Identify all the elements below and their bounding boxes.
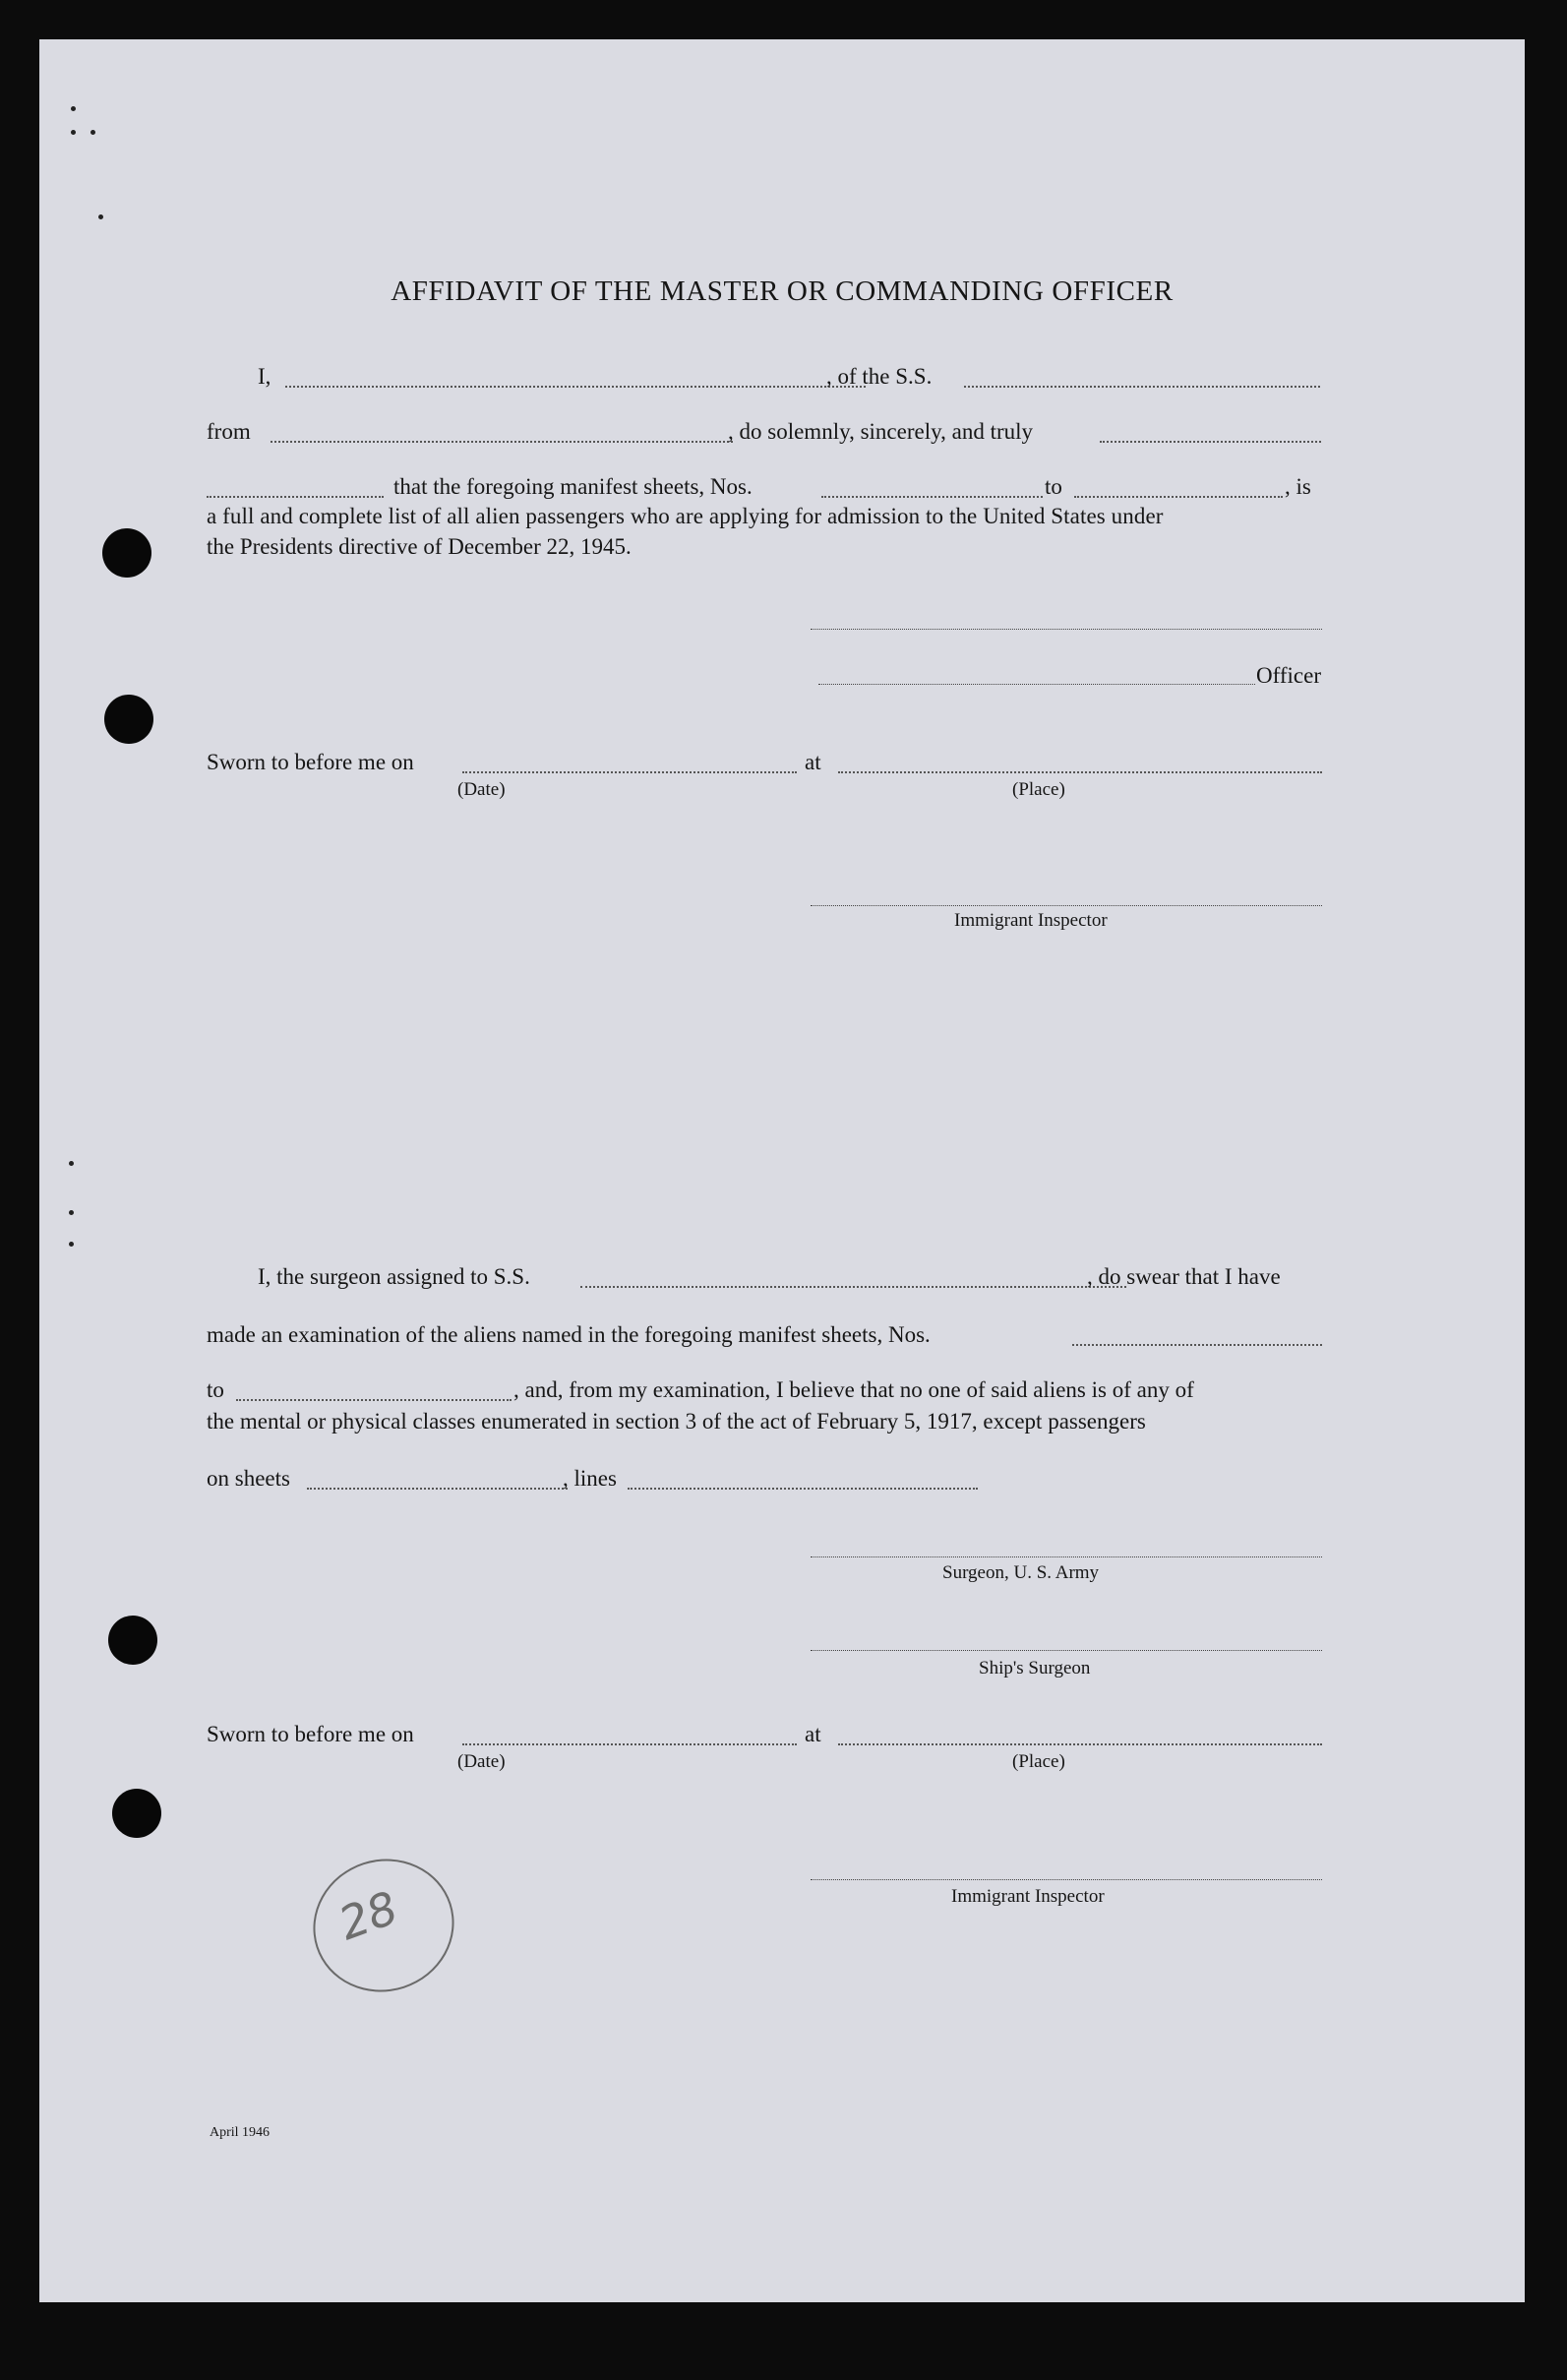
master-sworn-date-field[interactable] [462,771,797,773]
surgeon-to: to [207,1377,224,1402]
punch-hole [102,528,151,578]
surgeon-sworn-date-field[interactable] [462,1743,797,1745]
master-from: from [207,419,251,444]
punch-hole [112,1789,161,1838]
surgeon-sheet-to-field[interactable] [236,1399,512,1401]
margin-speck [71,106,76,111]
surgeon-on-sheets: on sheets [207,1466,290,1491]
officer-label: Officer [1256,663,1321,688]
master-to: to [1045,474,1062,499]
master-sworn: Sworn to before me on [207,750,414,774]
margin-speck [71,130,76,135]
surgeon-line1a: I, the surgeon assigned to S.S. [258,1264,530,1289]
surgeon-place-label: (Place) [1012,1751,1065,1772]
surgeon-inspector-line[interactable] [811,1879,1322,1880]
surgeon-sworn: Sworn to before me on [207,1722,414,1746]
surgeon-lines-field[interactable] [628,1488,978,1490]
margin-speck [69,1242,74,1247]
officer-title-line[interactable] [818,684,1255,685]
surgeon-line3-rest: , and, from my examination, I believe that no one of said aliens is of any of [513,1377,1194,1402]
army-surgeon-label: Surgeon, U. S. Army [942,1562,1100,1583]
master-inspector-line[interactable] [811,905,1322,906]
affidavit-page [39,39,1525,2302]
punch-hole [104,695,153,744]
surgeon-line4: the mental or physical classes enumerated in section 3 of the act of February 5, 1917, except passengers [207,1409,1146,1434]
surgeon-inspector-label: Immigrant Inspector [951,1886,1105,1907]
margin-speck [69,1210,74,1215]
surgeon-line2: made an examination of the aliens named in the foregoing manifest sheets, Nos. [207,1322,931,1347]
master-is: , is [1285,474,1311,499]
margin-speck [69,1161,74,1166]
footer-date: April 1946 [210,2125,271,2140]
surgeon-lines: , lines [563,1466,617,1491]
ship-surgeon-label: Ship's Surgeon [979,1658,1091,1678]
handwritten-number: 28 [331,1880,405,1951]
master-i: I, [258,364,271,389]
master-at: at [805,750,821,774]
master-signature-line[interactable] [811,629,1322,630]
surgeon-at: at [805,1722,821,1746]
master-place-label: (Place) [1012,779,1065,800]
surgeon-sheet-from-field[interactable] [1072,1344,1322,1346]
margin-speck [98,214,103,219]
master-of-ss: , of the S.S. [826,364,933,389]
army-surgeon-line[interactable] [811,1556,1322,1557]
ship-name-field[interactable] [964,386,1320,388]
surgeon-sworn-place-field[interactable] [838,1743,1322,1745]
master-line5: the Presidents directive of December 22, 1945. [207,534,632,559]
from-port-field[interactable] [271,441,733,443]
master-sworn-place-field[interactable] [838,771,1322,773]
ship-surgeon-line[interactable] [811,1650,1322,1651]
punch-hole [108,1616,157,1665]
surgeon-date-label: (Date) [457,1751,506,1772]
surgeon-ship-field[interactable] [580,1286,1126,1288]
truly-field[interactable] [1100,441,1321,443]
sheet-from-field[interactable] [821,496,1043,498]
surgeon-line1b: , do swear that I have [1087,1264,1281,1289]
master-that: that the foregoing manifest sheets, Nos. [393,474,753,499]
master-inspector-label: Immigrant Inspector [954,910,1108,931]
sheet-to-field[interactable] [1074,496,1283,498]
margin-speck [90,130,95,135]
master-date-label: (Date) [457,779,506,800]
master-name-field[interactable] [285,386,866,388]
document-title: AFFIDAVIT OF THE MASTER OR COMMANDING OFFICER [391,275,1174,307]
surgeon-sheets-field[interactable] [307,1488,568,1490]
swear-verb-field[interactable] [207,496,384,498]
master-line4: a full and complete list of all alien passengers who are applying for admission to the United States under [207,504,1164,528]
master-swear: , do solemnly, sincerely, and truly [728,419,1034,444]
